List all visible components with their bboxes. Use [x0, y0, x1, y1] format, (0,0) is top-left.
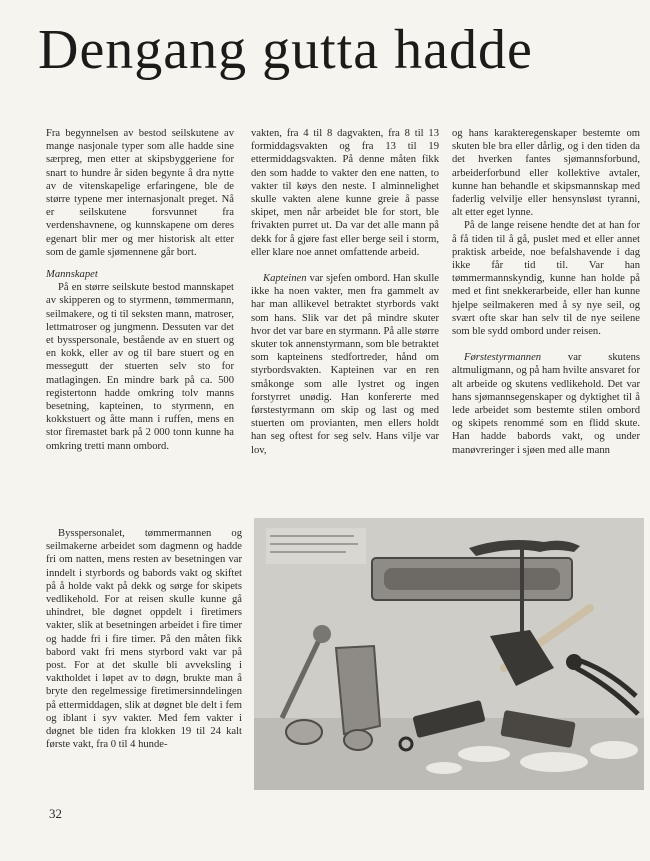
pinned-paper [266, 528, 366, 564]
text-column-2 [251, 127, 439, 457]
paragraph [452, 351, 640, 457]
subheading: Mannskapet [46, 269, 98, 281]
headline: Dengang gutta hadde [38, 19, 533, 81]
paragraph: På de lange reisene hendte det at han for å få tiden til å gå, puslet med et eller annet praktisk arbeide, noe befalshavende i dag ikke får tid til. Var han tømmermannskyndig, kunne han holde på med et fint snekkerarbeide, eller han kunne hjelpe seilmakeren med å sy nye seil, og svært ofte skar han selv til de nye seilene som ble sydd ombord under reisen. [452, 220, 640, 338]
paragraph: og hans karakteregenskaper bestemte om skuten ble bra eller dårlig, og i den tiden da det hverken fantes sjømannsforbund, arbeiderforbund eller kollektive avtaler, kunne han behandle et skipsmannskap med faderlig velvilje eller hensynsløst tyranni, alt etter eget lynne. [452, 128, 640, 219]
text-column-3 [452, 127, 640, 457]
wooden-tray [372, 558, 572, 600]
page-number: 32 [49, 806, 62, 821]
paragraph: Bysspersonalet, tømmermannen og seilmakerne arbeidet som dagmenn og hadde fri om natten, mens resten av besetningen var inndelt i styrbords og babords vakt og skiftet på å holde vakt på dekk og sørge for skipets vedlikehold. For at reisen skulle kunne gå uhindret, ble døgnet oppdelt i firetimers vakter, slik at besetningen arbeidet i fire timer og hadde fri i fire timer. På den måten fikk babord vakt fri mens styrbord vakt var på post. For at det skulle bli avveksling i vaktholdet i løpet av to døgn, brukte man å bryte den regelmessige firetimersinndelingen på ettermiddagen, slik at døgnet ble delt i fem og iblant i syv vakter. Med fem vakter i døgnet ble tiden fra klokken 19 til 24 kalt første vakt, fra 0 til 4 hunde- [46, 528, 242, 751]
canvas-bag [336, 646, 380, 734]
keyword: Førstestyrmannen [464, 352, 542, 364]
paragraph: vakten, fra 4 til 8 dagvakten, fra 8 til 13 formiddagsvakten og fra 13 til 19 ettermiddagsvakten. På denne måten fikk den som hadde to vakter den ene natten, to vakter til køys den neste. I alminnelighet skulle vakten alene kunne greie å passe skipet, men når arbeidet ble for stort, ble frivakten purret ut. Da var det alle mann på dekk for å gjøre fast eller berge seil i storm, eller klare noe annet omfattende arbeid. [251, 128, 439, 258]
paragraph-text: var sjefen ombord. Han skulle ikke ha noen vakter, men fra gammelt av har man allikevel betraktet styrbords vakt som hans. Slik var det på mindre skuter hvor det var bare en styrmann. På alle større skuter tok annenstyrmann, som ble betraktet som kapteinens stedfortreder, hånd om styrbordsvakten. Kapteinen var en ren småkonge som alle lystret og ingen forstyrret unødig. Han konfererte med førstestyrmann om skip og last og med stuerten om proviantеn, men ellers holdt han seg oftest for seg selv. Hans vilje var lov, [251, 273, 439, 456]
keyword: Kapteinen [263, 273, 307, 285]
paragraph: Fra begynnelsen av bestod seilskutene av mange nasjonale typer som alle hadde sine særpreg, men etter at skipsbyggeriene for snart to hundre år siden begynte å dra nytte av de vitenskapelige erfaringene, ble de større typene mer internasjonalt preget. Nå er seilskutene forsvunnet fra verdenshavnene, og kunnskapene om deres egenart blir mer og mer historisk alt etter som de gamle sjømennene går bort. [46, 128, 234, 258]
paragraph [251, 272, 439, 457]
text-column-4 [46, 527, 242, 751]
paragraph-text: var skutens altmuligmann, og på ham hvilte ansvaret for alt arbeide og skutens vedlikehold. Det var hans sjømannsegenskaper og dyktighet til å lede arbeidet som bestemte stilen ombord og skipets renommé som en flidd skute. Han hadde babords vakt, og under manøvreringer i sjøen med alle mann [452, 352, 640, 456]
paragraph: På en større seilskute bestod mannskapet av skipperen og to styrmenn, tømmermann, seilmakere, og ti til seksten mann, matroser, lettmatroser og jungmenn. Dessuten var det et bysspersonale, bestående av en stuert og en kokk, eller av og til bare stuert og en messegutt der stuerten selv sto for matlagingen. En mindre bark på ca. 500 registertonn hadde omkring tolv manns besetning, kapteinen, to styrmenn, en kokkstuert og åtte mann i ruffen, mens en stor firemastet bark på 2 000 tonn kunne ha omkring tretti mann ombord. [46, 282, 234, 452]
tools-photograph [254, 518, 644, 790]
text-column-1 [46, 127, 234, 453]
tools-illustration [254, 518, 644, 790]
